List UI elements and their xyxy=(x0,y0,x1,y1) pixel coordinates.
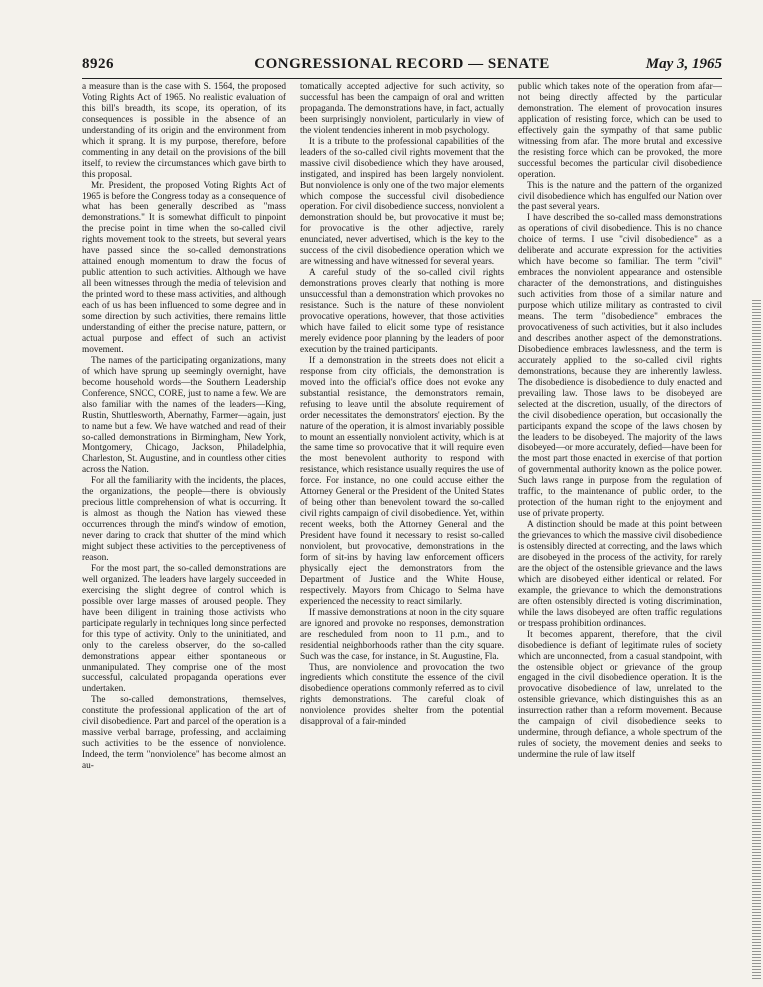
paragraph: If massive demonstrations at noon in the city square are ignored and provoke no responses, demonstration are rescheduled from noon to 11 p.m., and to residential neighborhoods rather than the city square. Such was the case, for instance, in St. Augustine, Fla. xyxy=(300,607,504,662)
paragraph: A distinction should be made at this point between the grievances to which the massive civil disobedience is ostensibly directed at correcting, and the laws which are disobeyed in the process of the activity, for rarely are the object of the ostensible grievance and the laws which are disobeyed either identical or related. For example, the grievance to which the demonstrations are often ostensibly directed is voting discrimination, while the laws disobeyed are often traffic regulations or trespass prohibition ordinances. xyxy=(518,520,722,629)
text-column-2 xyxy=(300,82,504,977)
paragraph: I have described the so-called mass demonstrations as operations of civil disobedience. This is no chance choice of terms. I use "civil disobedience" as a deliberate and accurate expression for the activities which have become so familiar. The term "civil" embraces the nonviolent appearance and ostensible character of the demonstrations, and distinguishes such activities from those of a similar nature and purpose which utilize military as contrasted to civil means. The term "disobedience" embraces the provocativeness of such activities, but it also includes and describes another aspect of the demonstrations. Disobedience embraces lawlessness, and the term is accurately applied to the so-called civil rights demonstrations, because they are inherently lawless. The disobedience is disobedience to duly enacted and prevailing law. Those laws to be disobeyed are selected at the discretion, usually, of the directors of the civil disobedience operation, but occasionally the participants expand the scope of the laws chosen by the leaders to be disobeyed. The majority of the laws disobeyed—or more accurately, defied—have been for the most part those enacted in exercise of that portion of governmental authority known as the police power. Such laws range in purpose from the regulation of traffic, to the maintenance of public order, to the protection of the human right to the enjoyment and use of private property. xyxy=(518,213,722,520)
paragraph: The so-called demonstrations, themselves, constitute the professional application of the art of civil disobedience. Part and parcel of the operation is a massive verbal barrage, professing, and acclaiming such activities to be the essence of nonviolence. Indeed, the term "nonviolence" has become almost an au- xyxy=(82,695,286,772)
paragraph: It becomes apparent, therefore, that the civil disobedience is defiant of legitimate rules of society which are unconnected, from a casual standpoint, with the ostensible object or grievance of the group engaged in the civil disobedience operation. It is the provocative disobedience of law, unrelated to the ostensible grievance, which distinguishes this as an insurrection rather than a reform movement. Because the campaign of civil disobedience seeks to undermine, through defiance, a whole spectrum of the rules of society, the movement denies and seeks to undermine the rule of law itself xyxy=(518,629,722,761)
issue-date: May 3, 1965 xyxy=(645,56,722,72)
text-column-3 xyxy=(518,82,722,977)
paragraph: For all the familiarity with the incidents, the places, the organizations, the people—there is obviously precious little comprehension of what is occurring. It is almost as though the Nation has viewed these occurrences through the mind's window of emotion, never daring to crack that shutter of the mind which might subject these activities to the perceptiveness of reason. xyxy=(82,476,286,563)
paragraph: tomatically accepted adjective for such activity, so successful has been the campaign of oral and written propaganda. The demonstrations have, in fact, actually been surprisingly nonviolent, particularly in view of the violent tendencies inherent in mob psychology. xyxy=(300,82,504,136)
publication-title: CONGRESSIONAL RECORD — SENATE xyxy=(254,56,550,72)
paragraph: public which takes note of the operation from afar—not being directly affected by the particular demonstration. The element of provocation insures application of resisting force, which can be used to effectively gain the sympathy of that same public witnessing from afar. The more brutal and excessive the resisting force which can be provoked, the more successful becomes the particular civil disobedience operation. xyxy=(518,82,722,180)
text-column-1 xyxy=(82,82,286,977)
page-number: 8926 xyxy=(82,56,114,72)
paragraph: This is the nature and the pattern of the organized civil disobedience which has engulfed our Nation over the past several years. xyxy=(518,180,722,213)
paragraph: It is a tribute to the professional capabilities of the leaders of the so-called civil rights movement that the massive civil disobedience which they have aroused, instigated, and inspired has been largely nonviolent. But nonviolence is only one of the two major elements which compose the successful civil disobedience operation. For civil disobedience success, nonviolent a demonstration should be, but provocative it must be; for provocative is the other adjective, rarely enunciated, never advertised, which is the key to the success of the civil disobedience operation which we are witnessing and have witnessed for several years. xyxy=(300,136,504,268)
paragraph: For the most part, the so-called demonstrations are well organized. The leaders have largely succeeded in exercising the slight degree of control which is possible over large masses of aroused people. They have been diligent in training those activists who participate regularly in techniques long since perfected for this type of activity. Only to the uninitiated, and only to the careless observer, do the so-called demonstrations appear either spontaneous or unmanipulated. They comprise one of the most successful, calculated propaganda operations ever undertaken. xyxy=(82,563,286,695)
paragraph: a measure than is the case with S. 1564, the proposed Voting Rights Act of 1965. No realistic evaluation of this bill's breadth, its scope, its operation, of its consequences is possible in the absence of an understanding of its origin and the environment from which it sprang. It is my purpose, therefore, before commenting in any detail on the provisions of the bill itself, to review the circumstances which gave birth to this proposal. xyxy=(82,82,286,180)
paragraph: If a demonstration in the streets does not elicit a response from city officials, the demonstration is moved into the official's office does not evoke any substantial resistance, the demonstrators remain, refusing to leave until the absolute requirement of order necessitates the demonstrators' ejection. By the nature of the operation, it is almost invariably possible to mount an essentially nonviolent activity, which is at the same time so provocative that it will require even the most benevolent authority to respond with resistance, which resistance usually requires the use of force. For instance, no one could accuse either the Attorney General or the President of the United States of being other than benevolent toward the so-called civil rights campaign of civil disobedience. Yet, within recent weeks, both the Attorney General and the President have found it necessary to resist so-called nonviolent, but provocative, demonstrations in the form of sit-ins by having law enforcement officers physically eject the demonstrators from the Department of Justice and the White House, respectively. Mayors from Chicago to Selma have experienced the necessity to react similarly. xyxy=(300,355,504,607)
paragraph: The names of the participating organizations, many of which have sprung up seemingly overnight, have become household words—the Southern Leadership Conference, SNCC, CORE, just to name a few. We are also familiar with the names of the leaders—King, Rustin, Shuttlesworth, Abernathy, Farmer—again, just to name but a few. We have watched and read of their so-called demonstrations in Birmingham, New York, Montgomery, Chicago, Jackson, Philadelphia, Charleston, St. Augustine, and in countless other cities across the Nation. xyxy=(82,355,286,476)
scan-edge-marks xyxy=(752,300,761,980)
paragraph: Mr. President, the proposed Voting Rights Act of 1965 is before the Congress today as a consequence of what has been generally described as "mass demonstrations." It is somewhat difficult to pinpoint the precise point in time when the so-called civil rights movement took to the streets, but several years have passed since the so-called demonstrations attained enough momentum to draw the focus of public attention to such activities. Although we have all been witnesses through the media of television and the printed word to these mass activities, and although each of us has been influenced to some degree and in some direction by such activities, there remains little understanding of either the precise nature, pattern, or actual purpose and effect of such an activist movement. xyxy=(82,180,286,355)
paragraph: Thus, are nonviolence and provocation the two ingredients which constitute the essence of the civil disobedience operations commonly referred as to civil rights demonstrations. The careful cloak of nonviolence provides shelter from the potential disapproval of a fair-minded xyxy=(300,662,504,728)
page-header xyxy=(82,56,722,78)
paragraph: A careful study of the so-called civil rights demonstrations proves clearly that nothing is more unsuccessful than a demonstration which provokes no resistance. Such is the nature of these nonviolent provocative operations, however, that those activities which have failed to elicit some type of resistance merely evidence poor planning by the leaders of poor execution by the trained participants. xyxy=(300,268,504,355)
header-rule xyxy=(82,78,722,79)
